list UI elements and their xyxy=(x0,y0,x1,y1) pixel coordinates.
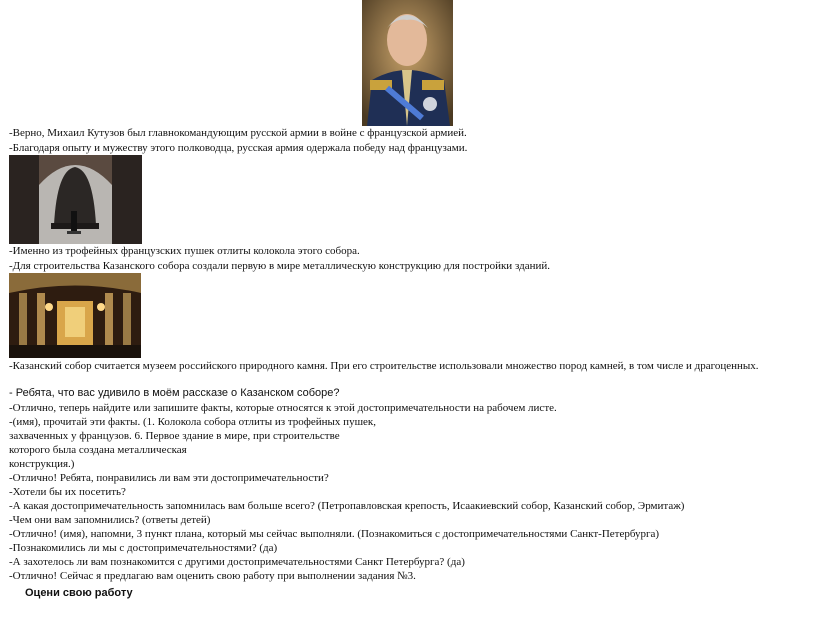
text-line-2: -Благодаря опыту и мужеству этого полководца, русская армия одержала победу над французами. xyxy=(9,142,468,154)
text-line-3: -Именно из трофейных французских пушек отлиты колокола этого собора. xyxy=(9,245,360,257)
text-line-11: конструкция.) xyxy=(9,458,75,470)
text-line-1: -Верно, Михаил Кутузов был главнокомандующим русской армии в войне с французской армией. xyxy=(9,127,467,139)
text-line-5: -Казанский собор считается музеем российского природного камня. При его строительстве использовали множество пород камней, в том числе и драгоценных. xyxy=(9,360,759,372)
text-line-14: -А какая достопримечательность запомнилась вам больше всего? (Петропавловская крепость, Исаакиевский собор, Казанский собор, Эрмитаж) xyxy=(9,500,685,512)
self-assessment-heading: Оцени свою работу xyxy=(25,587,133,599)
kutuzov-portrait-image xyxy=(362,0,453,126)
text-line-18: -А захотелось ли вам познакомится с другими достопримечательностями Санкт Петербурга? (да) xyxy=(9,556,465,568)
text-line-10: которого была создана металлическая xyxy=(9,444,187,456)
text-line-6: - Ребята, что вас удивило в моём рассказе о Казанском соборе? xyxy=(9,387,340,399)
text-line-8: -(имя), прочитай эти факты. (1. Колокола собора отлиты из трофейных пушек, xyxy=(9,416,377,428)
text-line-16: -Отлично! (имя), напомни, 3 пункт плана, который мы сейчас выполняли. (Познакомиться с достопримечательностями Санкт-Петербурга) xyxy=(9,528,660,540)
bell-image xyxy=(9,155,142,244)
text-line-17: -Познакомились ли мы с достопримечательностями? (да) xyxy=(9,542,278,554)
text-line-15: -Чем они вам запомнились? (ответы детей) xyxy=(9,514,211,526)
text-line-13: -Хотели бы их посетить? xyxy=(9,486,126,498)
text-line-4: -Для строительства Казанского собора создали первую в мире металлическую конструкцию для постройки зданий. xyxy=(9,260,550,272)
text-line-7: -Отлично, теперь найдите или запишите факты, которые относятся к этой достопримечательности на рабочем листе. xyxy=(9,402,557,414)
text-line-12: -Отлично! Ребята, понравились ли вам эти достопримечательности? xyxy=(9,472,329,484)
text-line-19: -Отлично! Сейчас я предлагаю вам оценить свою работу при выполнении задания №3. xyxy=(9,570,416,582)
text-line-9: захваченных у французов. 6. Первое здание в мире, при строительстве xyxy=(9,430,340,442)
cathedral-interior-image xyxy=(9,273,141,358)
